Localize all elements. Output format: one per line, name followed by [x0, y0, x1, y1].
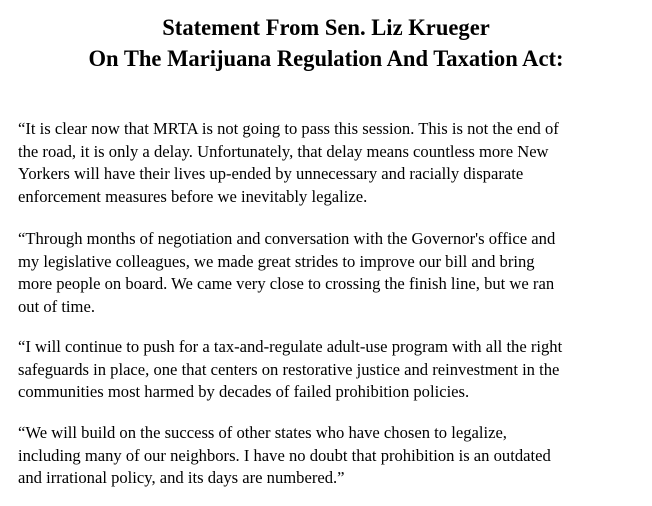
- paragraph-line: more people on board. We came very close to crossing the finish line, but we ran: [18, 274, 555, 293]
- paragraph-line: safeguards in place, one that centers on restorative justice and reinvestment in the: [18, 359, 560, 379]
- paragraph-1: [18, 118, 642, 208]
- paragraph-line: “Through months of negotiation and conversation with the Governor's office and: [18, 229, 556, 248]
- paragraph-line: Yorkers will have their lives up-ended by unnecessary and racially disparate: [18, 164, 524, 183]
- title-line-2: On The Marijuana Regulation And Taxation Act:: [88, 46, 564, 71]
- paragraph-2: [18, 228, 642, 318]
- paragraph-4: [18, 422, 642, 490]
- paragraph-line: out of time.: [18, 296, 95, 316]
- paragraph-line: “I will continue to push for a tax-and-regulate adult-use program with all the right: [18, 337, 563, 356]
- paragraph-line: the road, it is only a delay. Unfortunately, that delay means countless more New: [18, 141, 549, 161]
- paragraph-line: enforcement measures before we inevitably legalize.: [18, 186, 368, 206]
- paragraph-line: my legislative colleagues, we made great strides to improve our bill and bring: [18, 251, 535, 271]
- paragraph-line: and irrational policy, and its days are numbered.”: [18, 468, 345, 487]
- paragraph-line: “We will build on the success of other states who have chosen to legalize,: [18, 423, 507, 442]
- paragraph-line: “It is clear now that MRTA is not going to pass this session. This is not the end of: [18, 119, 559, 138]
- title-line-1: Statement From Sen. Liz Krueger: [162, 15, 490, 40]
- paragraph-line: communities most harmed by decades of failed prohibition policies.: [18, 382, 470, 401]
- paragraph-line: including many of our neighbors. I have no doubt that prohibition is an outdated: [18, 445, 551, 465]
- paragraph-3: [18, 336, 642, 404]
